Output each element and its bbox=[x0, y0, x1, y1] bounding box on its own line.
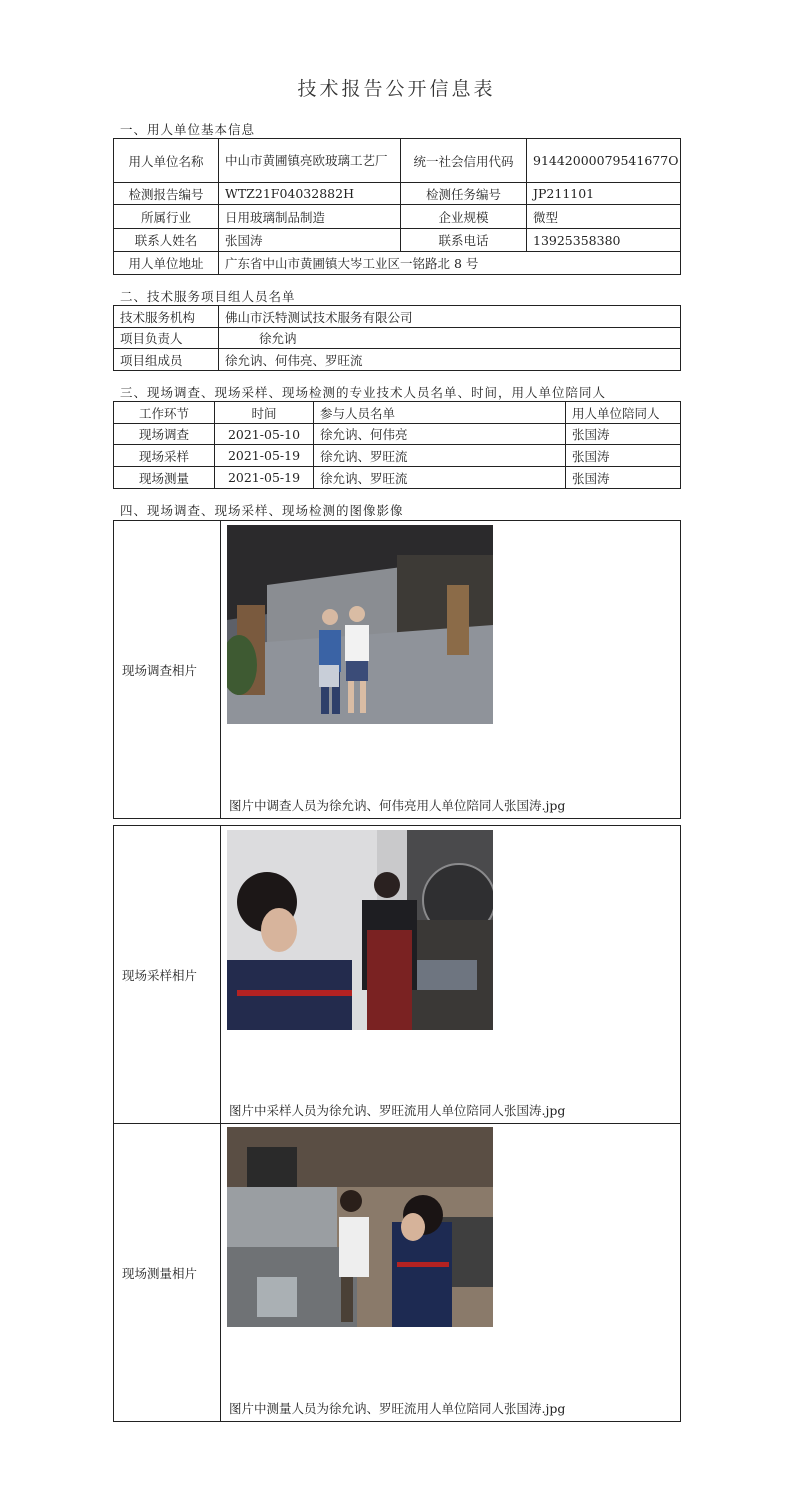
address-label: 用人单位地址 bbox=[114, 252, 219, 275]
basic-info-table bbox=[113, 138, 681, 275]
schedule-escort: 张国涛 bbox=[566, 467, 681, 489]
org-value: 佛山市沃特测试技术服务有限公司 bbox=[219, 306, 681, 328]
lead-value: 徐允讷 bbox=[219, 328, 681, 349]
contact-label: 联系人姓名 bbox=[114, 229, 219, 252]
scale-label: 企业规模 bbox=[401, 205, 527, 229]
section-1-title: 一、用人单位基本信息 bbox=[120, 122, 256, 137]
task-no-label: 检测任务编号 bbox=[401, 183, 527, 205]
members-label: 项目组成员 bbox=[114, 349, 219, 371]
industry-label: 所属行业 bbox=[114, 205, 219, 229]
schedule-header-staff: 参与人员名单 bbox=[314, 402, 566, 424]
photo-cell-measuring bbox=[221, 1124, 681, 1422]
team-table bbox=[113, 305, 681, 371]
task-no-value: JP211101 bbox=[527, 183, 681, 205]
photo-cell-sampling bbox=[221, 826, 681, 1124]
measuring-photo bbox=[227, 1127, 493, 1327]
schedule-header-stage: 工作环节 bbox=[114, 402, 215, 424]
schedule-stage: 现场调查 bbox=[114, 424, 215, 445]
unit-name-value: 中山市黄圃镇亮欧玻璃工艺厂 bbox=[219, 139, 401, 183]
table-row bbox=[114, 467, 681, 489]
report-no-label: 检测报告编号 bbox=[114, 183, 219, 205]
table-row bbox=[114, 445, 681, 467]
schedule-time: 2021-05-19 bbox=[215, 467, 314, 489]
report-no-value: WTZ21F04032882H bbox=[219, 183, 401, 205]
schedule-escort: 张国涛 bbox=[566, 445, 681, 467]
photo-caption-sampling: 图片中采样人员为徐允讷、罗旺流用人单位陪同人张国涛.jpg bbox=[229, 1103, 566, 1118]
schedule-staff: 徐允讷、罗旺流 bbox=[314, 445, 566, 467]
schedule-header-escort: 用人单位陪同人 bbox=[566, 402, 681, 424]
address-value: 广东省中山市黄圃镇大岑工业区一铭路北 8 号 bbox=[219, 252, 681, 275]
photo-cell-survey bbox=[221, 521, 681, 819]
lead-label: 项目负责人 bbox=[114, 328, 219, 349]
photo-label-sampling: 现场采样相片 bbox=[114, 826, 221, 1124]
schedule-stage: 现场采样 bbox=[114, 445, 215, 467]
unit-name-label: 用人单位名称 bbox=[114, 139, 219, 183]
photo-caption-measuring: 图片中测量人员为徐允讷、罗旺流用人单位陪同人张国涛.jpg bbox=[229, 1401, 566, 1416]
schedule-staff: 徐允讷、罗旺流 bbox=[314, 467, 566, 489]
table-row bbox=[114, 424, 681, 445]
schedule-escort: 张国涛 bbox=[566, 424, 681, 445]
schedule-table bbox=[113, 401, 681, 489]
industry-value: 日用玻璃制品制造 bbox=[219, 205, 401, 229]
photo-caption-survey: 图片中调查人员为徐允讷、何伟亮用人单位陪同人张国涛.jpg bbox=[229, 798, 566, 813]
photo-table-sampling-measuring bbox=[113, 825, 681, 1422]
contact-value: 张国涛 bbox=[219, 229, 401, 252]
photo-label-survey: 现场调查相片 bbox=[114, 521, 221, 819]
phone-value: 13925358380 bbox=[527, 229, 681, 252]
scale-value: 微型 bbox=[527, 205, 681, 229]
photo-table-survey bbox=[113, 520, 681, 819]
sampling-photo bbox=[227, 830, 493, 1030]
schedule-staff: 徐允讷、何伟亮 bbox=[314, 424, 566, 445]
org-label: 技术服务机构 bbox=[114, 306, 219, 328]
schedule-time: 2021-05-19 bbox=[215, 445, 314, 467]
page-title: 技术报告公开信息表 bbox=[297, 78, 496, 100]
survey-photo bbox=[227, 525, 493, 724]
credit-code-value: 91442000079541677O bbox=[527, 139, 681, 183]
schedule-stage: 现场测量 bbox=[114, 467, 215, 489]
credit-code-label: 统一社会信用代码 bbox=[401, 139, 527, 183]
schedule-time: 2021-05-10 bbox=[215, 424, 314, 445]
section-2-title: 二、技术服务项目组人员名单 bbox=[120, 289, 296, 304]
section-4-title: 四、现场调查、现场采样、现场检测的图像影像 bbox=[120, 503, 404, 518]
section-3-title: 三、现场调查、现场采样、现场检测的专业技术人员名单、时间，用人单位陪同人 bbox=[120, 385, 607, 400]
members-value: 徐允讷、何伟亮、罗旺流 bbox=[219, 349, 681, 371]
schedule-header-time: 时间 bbox=[215, 402, 314, 424]
phone-label: 联系电话 bbox=[401, 229, 527, 252]
photo-label-measuring: 现场测量相片 bbox=[114, 1124, 221, 1422]
